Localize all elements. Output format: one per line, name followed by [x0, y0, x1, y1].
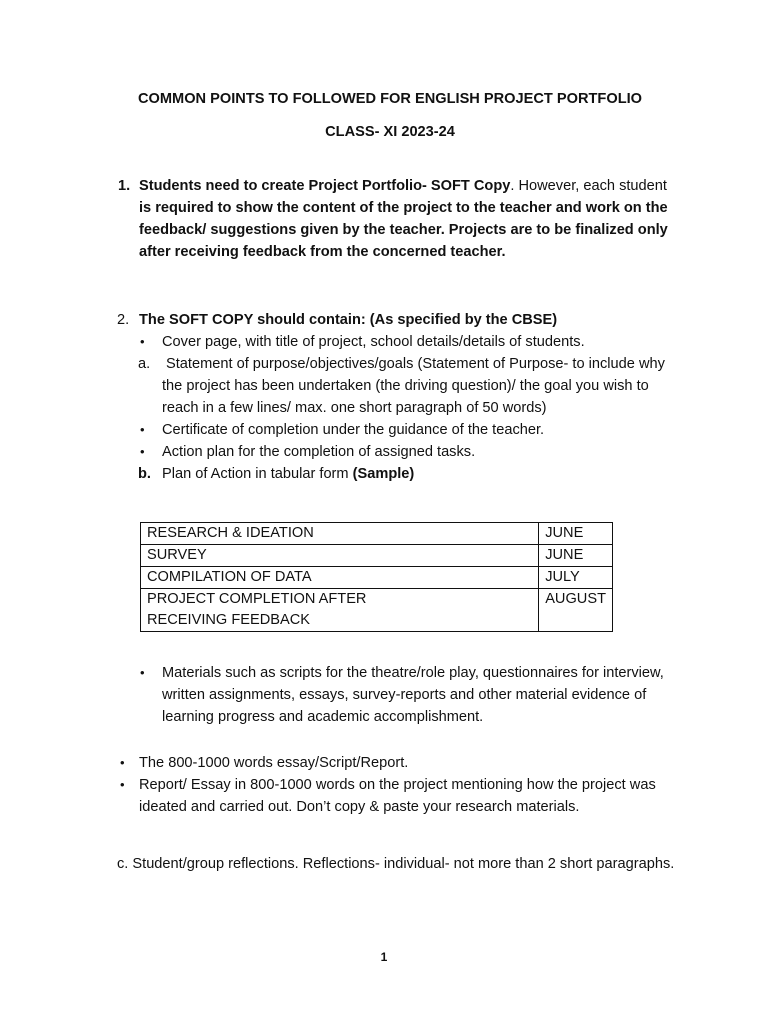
- list-item: [118, 752, 678, 774]
- table-cell-task: COMPILATION OF DATA: [141, 567, 539, 589]
- table-cell-month: JUNE: [539, 523, 613, 545]
- list-item-text: Materials such as scripts for the theatre/role play, questionnaires for interview, written assignments, essays, survey-reports and other material evidence of learning progress and academic accomplishment.: [162, 665, 664, 725]
- document-subtitle: CLASS- XI 2023-24: [325, 124, 455, 140]
- list-item-text: The 800-1000 words essay/Script/Report.: [139, 755, 409, 771]
- table-row: [141, 523, 613, 545]
- bullet-icon: •: [140, 422, 145, 437]
- bullet-icon: •: [120, 777, 125, 792]
- list-item-text: Plan of Action in tabular form: [162, 466, 353, 482]
- bullet-icon: •: [120, 755, 125, 770]
- list-item: [138, 331, 678, 353]
- point-1-text: [139, 175, 678, 263]
- list-item: [138, 419, 678, 441]
- point-2-heading: The SOFT COPY should contain: (As specified by the CBSE): [139, 312, 558, 328]
- point-1-bold-end: is required to show the content of the project to the teacher and work on the feedback/ suggestions given by the teacher. Projects are to be finalized only after receiving feedback from the concerned teacher.: [139, 200, 668, 260]
- list-item-marker: a.: [138, 356, 151, 372]
- table-cell-task: PROJECT COMPLETION AFTER RECEIVING FEEDBACK: [141, 589, 539, 632]
- materials-list: [138, 662, 678, 728]
- bullet-icon: •: [140, 665, 145, 680]
- page-number: 1: [380, 950, 388, 964]
- list-item: [138, 353, 678, 419]
- point-1-normal: . However, each student: [510, 178, 667, 194]
- list-item-text: Action plan for the completion of assigned tasks.: [162, 444, 476, 460]
- plan-of-action-table: [140, 522, 613, 632]
- sample-label: (Sample): [352, 466, 415, 482]
- point-2: [117, 309, 677, 331]
- list-item-text: Statement of purpose/objectives/goals (Statement of Purpose- to include why the project has been undertaken (the driving question)/ the goal you wish to reach in a few lines/ max. one short paragraph of 50 words): [162, 356, 665, 416]
- list-item-marker: b.: [138, 466, 151, 482]
- list-item: [118, 774, 678, 818]
- bullet-icon: •: [140, 334, 145, 349]
- list-item-text: Cover page, with title of project, school details/details of students.: [162, 334, 585, 350]
- point-2-number: 2.: [117, 312, 130, 328]
- list-item: [138, 463, 678, 485]
- table-row: [141, 567, 613, 589]
- table-cell-task: SURVEY: [141, 545, 539, 567]
- soft-copy-list: [138, 331, 678, 485]
- list-item: [138, 441, 678, 463]
- list-item-text: Report/ Essay in 800-1000 words on the project mentioning how the project was ideated and carried out. Don’t copy & paste your research materials.: [139, 777, 656, 815]
- essay-list: [118, 752, 678, 818]
- table-cell-month: AUGUST: [539, 589, 613, 632]
- table-cell-month: JUNE: [539, 545, 613, 567]
- list-item-text: Certificate of completion under the guidance of the teacher.: [162, 422, 545, 438]
- point-1: [118, 175, 678, 263]
- table-row: [141, 545, 613, 567]
- point-1-bold-start: Students need to create Project Portfolio- SOFT Copy: [139, 178, 511, 194]
- reflections-paragraph: c. Student/group reflections. Reflections- individual- not more than 2 short paragraphs.: [117, 856, 675, 872]
- table-row: [141, 589, 613, 632]
- table-cell-task: RESEARCH & IDEATION: [141, 523, 539, 545]
- bullet-icon: •: [140, 444, 145, 459]
- document-title: COMMON POINTS TO FOLLOWED FOR ENGLISH PROJECT PORTFOLIO: [137, 91, 643, 107]
- list-item: [138, 662, 678, 728]
- table-cell-month: JULY: [539, 567, 613, 589]
- point-1-number: 1.: [118, 178, 131, 194]
